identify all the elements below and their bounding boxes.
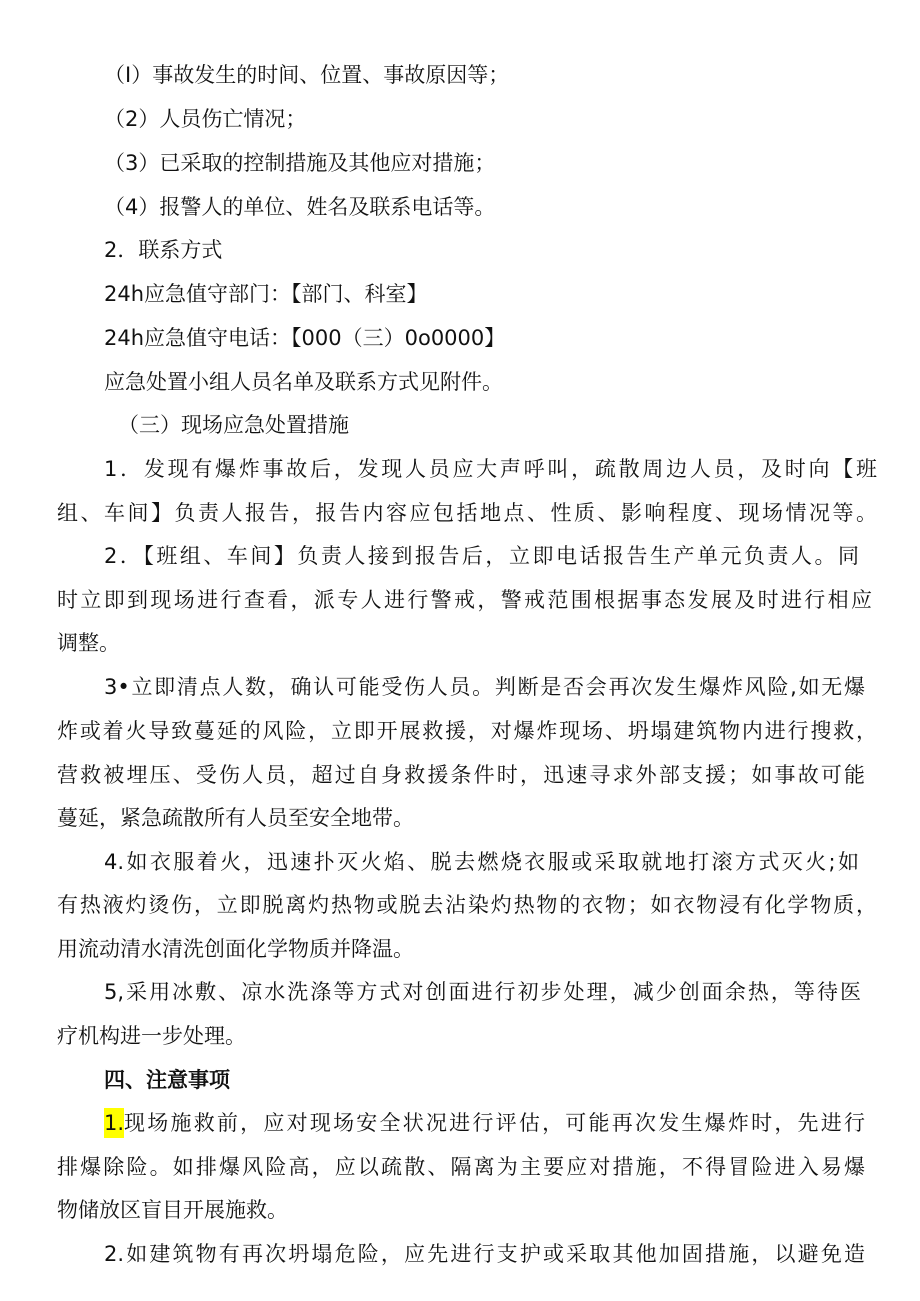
note-1-text: 现场施救前，应对现场安全状况进行评估，可能再次发生爆炸时，先进行 [124, 1111, 865, 1135]
measure-4-line-2: 有热液灼烫伤，立即脱离灼热物或脱去沾染灼热物的衣物；如衣物浸有化学物质， [57, 893, 877, 917]
measure-3-line-1: 3•立即清点人数，确认可能受伤人员。判断是否会再次发生爆炸风险,如无爆 [104, 675, 865, 699]
reporting-item-4: （4）报警人的单位、姓名及联系电话等。 [104, 195, 496, 219]
reporting-item-3: （3）已采取的控制措施及其他应对措施； [104, 151, 496, 175]
measure-2-line-1: 2．【班组、车间】负责人接到报告后，立即电话报告生产单元负责人。同 [104, 544, 859, 568]
contact-title: 2．联系方式 [104, 238, 223, 262]
reporting-item-1: （I）事故发生的时间、位置、事故原因等； [104, 63, 510, 87]
measures-title: （三）现场应急处置措施 [118, 413, 349, 437]
note-1-line-2: 排爆除险。如排爆风险高，应以疏散、隔离为主要应对措施，不得冒险进入易爆 [57, 1155, 865, 1179]
measure-2-line-2: 时立即到现场进行查看，派专人进行警戒，警戒范围根据事态发展及时进行相应 [57, 588, 872, 612]
measure-3-line-2: 炸或着火导致蔓延的风险，立即开展救援，对爆炸现场、坍塌建筑物内进行搜救， [57, 719, 877, 743]
measure-2-line-3: 调整。 [57, 631, 120, 655]
measure-3-line-3: 营救被埋压、受伤人员，超过自身救援条件时，迅速寻求外部支援；如事故可能 [57, 763, 865, 787]
note-1-line-3: 物储放区盲目开展施救。 [57, 1198, 288, 1222]
measure-3-line-4: 蔓延，紧急疏散所有人员至安全地带。 [57, 806, 414, 830]
contact-note: 应急处置小组人员名单及联系方式见附件。 [104, 370, 503, 394]
measure-1-line-2: 组、车间】负责人报告，报告内容应包括地点、性质、影响程度、现场情况等。 [57, 501, 877, 525]
measure-1-line-1: 1．发现有爆炸事故后，发现人员应大声呼叫，疏散周边人员，及时向【班 [104, 457, 877, 481]
contact-phone: 24h应急值守电话：【000（三）0o0000】 [104, 326, 506, 350]
note-1-number-highlight: 1. [104, 1108, 124, 1138]
contact-dept: 24h应急值守部门：【部门、科室】 [104, 282, 428, 306]
note-2-line-1: 2.如建筑物有再次坍塌危险，应先进行支护或采取其他加固措施，以避免造 [104, 1242, 865, 1266]
notes-heading: 四、注意事项 [104, 1068, 230, 1092]
measure-4-line-1: 4.如衣服着火，迅速扑灭火焰、脱去燃烧衣服或采取就地打滚方式灭火;如 [104, 850, 859, 874]
measure-4-line-3: 用流动清水清洗创面化学物质并降温。 [57, 937, 414, 961]
reporting-item-2: （2）人员伤亡情况； [104, 107, 307, 131]
measure-5-line-1: 5,采用冰敷、凉水洗涤等方式对创面进行初步处理，减少创面余热，等待医 [104, 980, 861, 1004]
note-1-line-1 [104, 1108, 865, 1138]
measure-5-line-2: 疗机构进一步处理。 [57, 1024, 246, 1048]
